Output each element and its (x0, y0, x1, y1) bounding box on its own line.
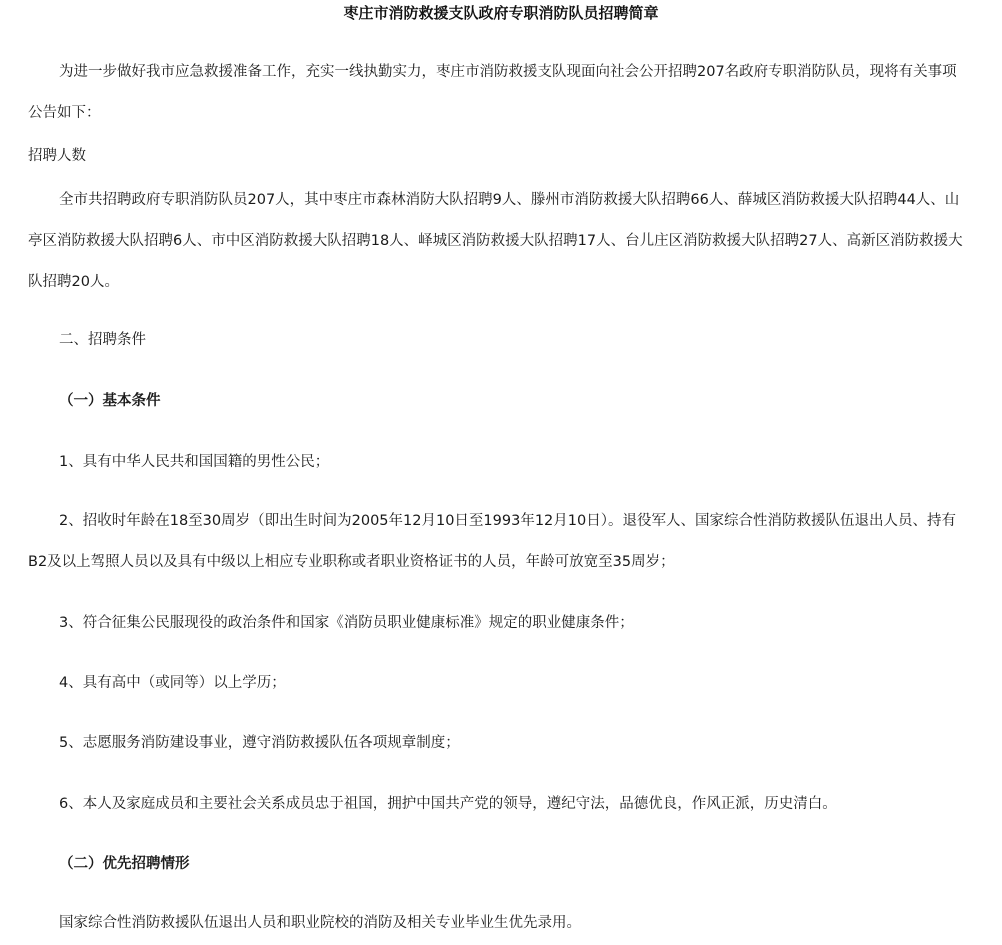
condition-item: 6、本人及家庭成员和主要社会关系成员忠于祖国，拥护中国共产党的领导，遵纪守法，品德优良，作风正派，历史清白。 (59, 796, 837, 812)
section-heading-conditions: 二、招聘条件 (59, 332, 146, 348)
condition-item: 4、具有高中（或同等）以上学历； (59, 675, 286, 691)
section-heading-recruit-count: 招聘人数 (28, 148, 86, 164)
priority-paragraph: 国家综合性消防救援队伍退出人员和职业院校的消防及相关专业毕业生优先录用。 (59, 915, 581, 931)
intro-paragraph: 为进一步做好我市应急救援准备工作，充实一线执勤实力，枣庄市消防救援支队现面向社会公开招聘207名政府专职消防队员，现将有关事项公告如下： (28, 64, 957, 121)
recruit-count-paragraph: 全市共招聘政府专职消防队员207人，其中枣庄市森林消防大队招聘9人、滕州市消防救援大队招聘66人、薛城区消防救援大队招聘44人、山亭区消防救援大队招聘6人、市中区消防救援大队招聘18人、峄城区消防救援大队招聘17人、台儿庄区消防救援大队招聘27人、高新区消防救援大队招聘20人。 (28, 192, 963, 290)
condition-item: 5、志愿服务消防建设事业，遵守消防救援队伍各项规章制度； (59, 735, 460, 751)
subsection-heading-priority: （二）优先招聘情形 (59, 856, 190, 872)
condition-item: 3、符合征集公民服现役的政治条件和国家《消防员职业健康标准》规定的职业健康条件； (59, 615, 634, 631)
document-title: 枣庄市消防救援支队政府专职消防队员招聘简章 (343, 4, 659, 22)
subsection-heading-basic: （一）基本条件 (59, 393, 161, 409)
condition-item: 1、具有中华人民共和国国籍的男性公民； (59, 454, 330, 470)
condition-item: 2、招收时年龄在18至30周岁（即出生时间为2005年12月10日至1993年12月10日）。退役军人、国家综合性消防救援队伍退出人员、持有B2及以上驾照人员以及具有中级以上相应专业职称或者职业资格证书的人员，年龄可放宽至35周岁； (28, 513, 956, 570)
